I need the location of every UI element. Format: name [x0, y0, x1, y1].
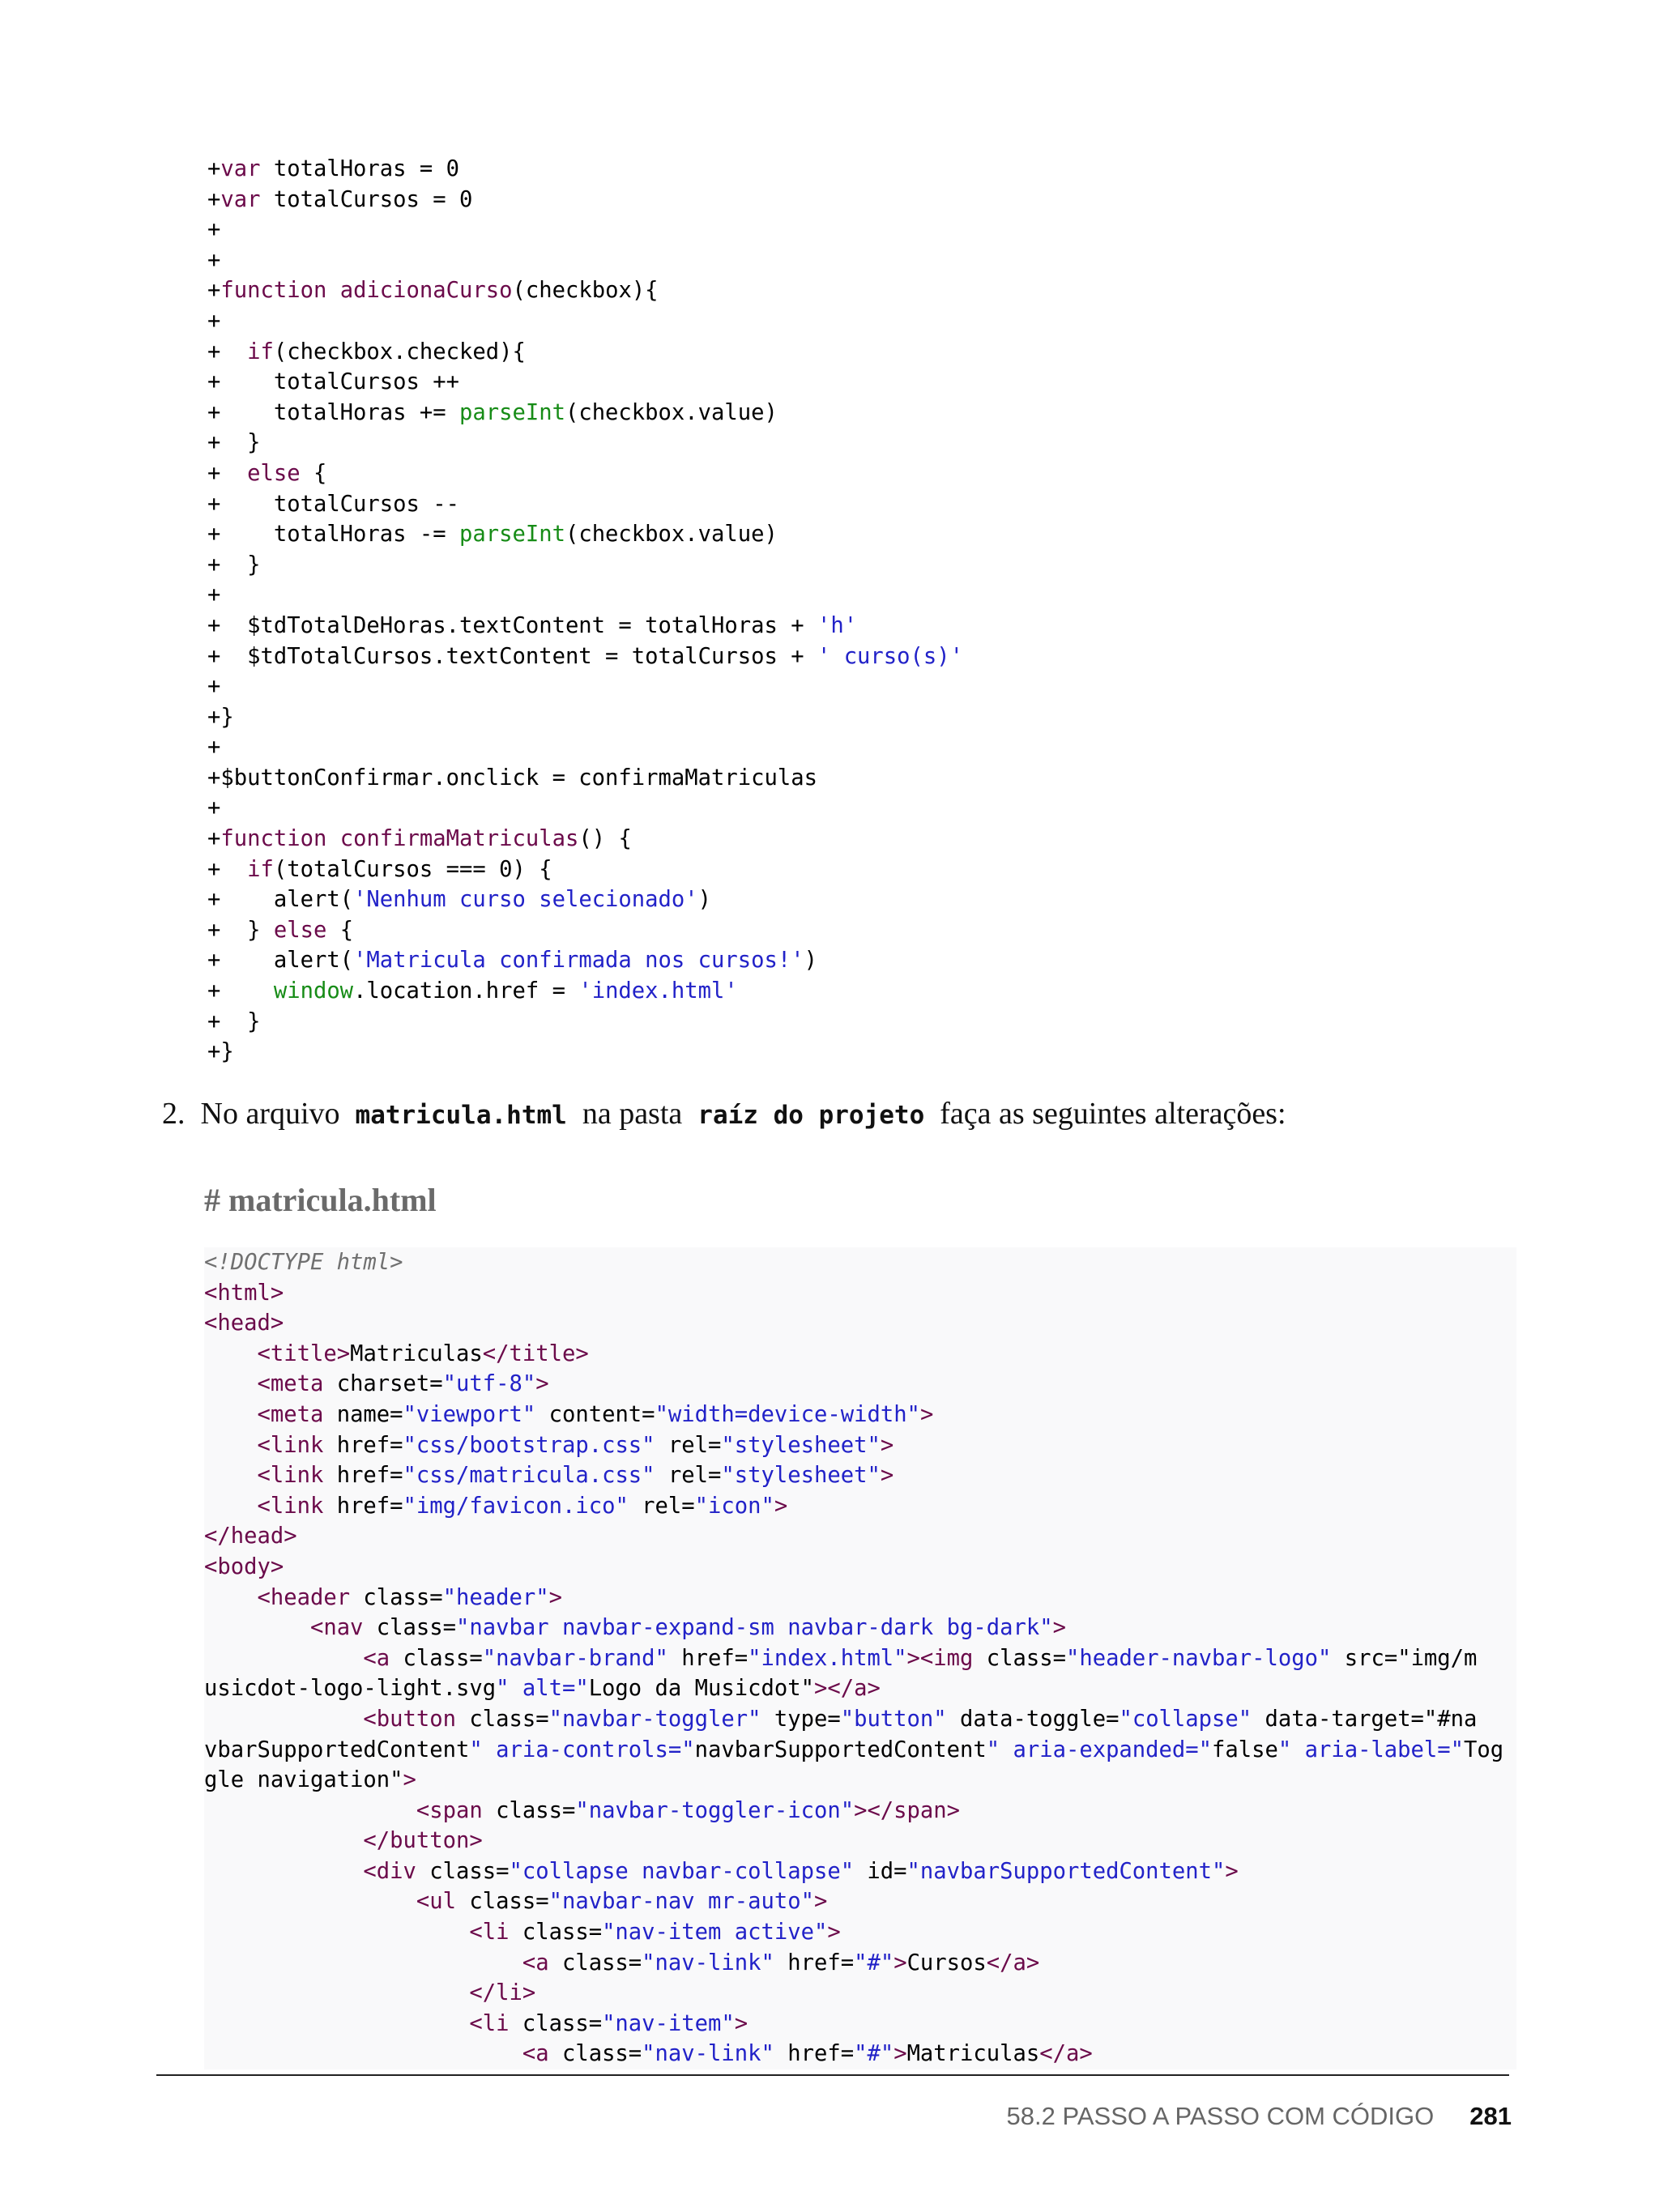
folder-name: raíz do projeto [697, 1101, 925, 1130]
code-line: + if(checkbox.checked){ [207, 339, 526, 364]
page-number: 281 [1469, 2102, 1512, 2130]
code-line: <a class="nav-link" href="#">Cursos</a> [522, 1950, 1040, 1975]
code-line: <ul class="navbar-nav mr-auto"> [416, 1889, 828, 1915]
code-line: + $tdTotalCursos.textContent = totalCursos + ' curso(s)' [207, 643, 964, 669]
code-line: <div class="collapse navbar-collapse" id="navbarSupportedContent"> [363, 1858, 1239, 1884]
code-line: + if(totalCursos === 0) { [207, 856, 552, 882]
code-line: +var totalHoras = 0 [207, 156, 460, 181]
code-line: <span class="navbar-toggler-icon"></span> [416, 1797, 961, 1823]
code-line: <a class="nav-link" href="#">Matriculas</a> [522, 2041, 1093, 2067]
code-line: +function confirmaMatriculas() { [207, 826, 632, 852]
code-line: <a class="navbar-brand" href="index.html"><img class="header-navbar-logo" src="img/m [363, 1645, 1478, 1671]
code-line: <li class="nav-item active"> [469, 1920, 841, 1946]
page-footer [1007, 2102, 1512, 2131]
code-line: + [207, 735, 221, 761]
code-line: <!DOCTYPE html> [204, 1250, 403, 1275]
code-line: + [207, 674, 221, 700]
file-heading: # matricula.html [204, 1182, 437, 1218]
code-line: gle navigation"> [204, 1767, 416, 1793]
step-instruction [162, 1095, 1286, 1134]
step-number: 2. [162, 1097, 186, 1131]
code-line: <nav class="navbar navbar-expand-sm navbar-dark bg-dark"> [309, 1615, 1066, 1641]
footer-divider [156, 2074, 1509, 2076]
code-line: </head> [204, 1524, 297, 1549]
step-text: faça as seguintes alterações: [940, 1097, 1286, 1131]
code-line: <li class="nav-item"> [469, 2010, 748, 2036]
code-line: +var totalCursos = 0 [207, 186, 473, 212]
code-line: + totalCursos -- [207, 491, 459, 517]
code-line: + window.location.href = 'index.html' [207, 978, 738, 1004]
footer-section-title: 58.2 PASSO A PASSO COM CÓDIGO [1006, 2102, 1435, 2130]
code-line: <html> [204, 1280, 284, 1306]
code-line: <meta charset="utf-8"> [257, 1371, 549, 1397]
code-line: + } [207, 1008, 261, 1034]
code-line: <link href="img/favicon.ico" rel="icon"> [257, 1493, 788, 1519]
code-line: </button> [363, 1828, 483, 1854]
code-line: <link href="css/matricula.css" rel="stylesheet"> [257, 1463, 894, 1489]
file-name: matricula.html [355, 1101, 567, 1130]
html-code-block [204, 1247, 1516, 2069]
code-line: vbarSupportedContent" aria-controls="navbarSupportedContent" aria-expanded="false" aria-label="Tog [204, 1737, 1504, 1762]
code-line: <body> [204, 1554, 284, 1579]
code-line: + alert('Matricula confirmada nos cursos!') [207, 948, 817, 974]
code-line: + [207, 217, 221, 243]
code-line: + [207, 582, 221, 608]
code-line: + totalCursos ++ [207, 369, 459, 395]
code-line: +} [207, 1039, 234, 1065]
code-line: </li> [469, 1980, 536, 2006]
code-line: + totalHoras += parseInt(checkbox.value) [207, 399, 778, 425]
code-line: + alert('Nenhum curso selecionado') [207, 887, 712, 913]
code-line: +$buttonConfirmar.onclick = confirmaMatriculas [207, 765, 817, 791]
code-line: <link href="css/bootstrap.css" rel="stylesheet"> [257, 1432, 894, 1458]
code-line: +function adicionaCurso(checkbox){ [207, 278, 659, 304]
code-line: <meta name="viewport" content="width=device-width"> [257, 1401, 934, 1427]
code-line: <button class="navbar-toggler" type="button" data-toggle="collapse" data-target="#na [363, 1706, 1478, 1732]
js-code-block [207, 154, 1516, 1068]
code-line: + } [207, 430, 261, 456]
code-line: + [207, 247, 221, 273]
code-line: + } [207, 552, 261, 578]
code-line: + $tdTotalDeHoras.textContent = totalHoras + 'h' [207, 612, 858, 638]
code-line: <header class="header"> [257, 1584, 562, 1610]
code-line: + totalHoras -= parseInt(checkbox.value) [207, 522, 778, 548]
code-line: <title>Matriculas</title> [257, 1340, 589, 1366]
step-text: No arquivo [200, 1097, 340, 1131]
code-line: + [207, 795, 221, 821]
step-text: na pasta [582, 1097, 683, 1131]
code-line: usicdot-logo-light.svg" alt="Logo da Musicdot"></a> [204, 1676, 881, 1702]
code-line: + else { [207, 460, 327, 486]
code-line: + [207, 308, 221, 334]
code-line: +} [207, 704, 234, 730]
code-line: <head> [204, 1311, 284, 1336]
code-line: + } else { [207, 917, 354, 943]
